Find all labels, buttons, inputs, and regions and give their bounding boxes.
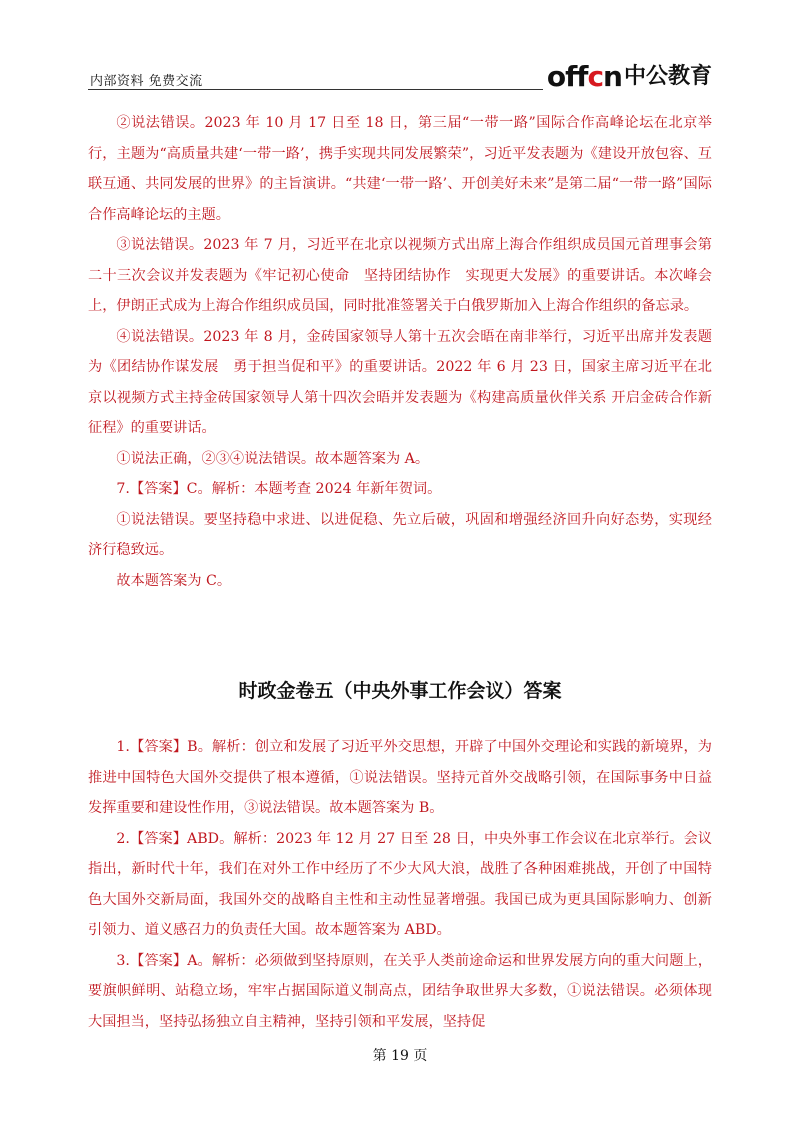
paragraph: ①说法错误。要坚持稳中求进、以进促稳、先立后破，巩固和增强经济回升向好态势，实现经济行稳致远。 [88,511,712,558]
paragraph: ②说法错误。2023 年 10 月 17 日至 18 日，第三届“一带一路”国际合作高峰论坛在北京举行，主题为“高质量共建‘一带一路’，携手实现共同发展繁荣”，习近平发表题为《建设开放包容、互联互通、共同发展的世界》的主旨演讲。“共建‘一带一路’、开创美好未来”是第二届“一带一路”国际合作高峰论坛的主题。 [88,115,712,223]
paragraph: ③说法错误。2023 年 7 月，习近平在北京以视频方式出席上海合作组织成员国元首理事会第二十三次会议并发表题为《牢记初心使命 坚持团结协作 实现更大发展》的重要讲话。本次峰会上，伊朗正式成为上海合作组织成员国，同时批准签署关于白俄罗斯加入上海合作组织的备忘录。 [88,237,712,314]
paragraph: 2.【答案】ABD。解析：2023 年 12 月 27 日至 28 日，中央外事工作会议在北京举行。会议指出，新时代十年，我们在对外工作中经历了不少大风大浪，战胜了各种困难挑战，开创了中国特色大国外交新局面，我国外交的战略自主性和主动性显著增强。我国已成为更具国际影响力、创新引领力、道义感召力的负责任大国。故本题答案为 ABD。 [88,830,712,938]
paragraph: 7.【答案】C。解析：本题考查 2024 年新年贺词。 [116,481,442,497]
paragraph: 1.【答案】B。解析：创立和发展了习近平外交思想，开辟了中国外交理论和实践的新境界，为推进中国特色大国外交提供了根本遵循，①说法错误。坚持元首外交战略引领，在国际事务中日益发挥重要和建设性作用，③说法错误。故本题答案为 B。 [88,739,712,816]
logo-chinese-name: 中公教育 [623,64,712,89]
offcn-logo [547,60,712,92]
paragraph: ④说法错误。2023 年 8 月，金砖国家领导人第十五次会晤在南非举行，习近平出席并发表题为《团结协作谋发展 勇于担当促和平》的重要讲话。2022 年 6 月 23 日，国家主席习近平在北京以视频方式主持金砖国家领导人第十四次会晤并发表题为《构建高质量伙伴关系 开启金砖合作新征程》的重要讲话。 [88,328,712,436]
paragraph: ①说法正确，②③④说法错误。故本题答案为 A。 [116,450,430,467]
header-rule [88,89,543,90]
paragraph: 3.【答案】A。解析：必须做到坚持原则，在关乎人类前途命运和世界发展方向的重大问题上，要旗帜鲜明、站稳立场，牢牢占据国际道义制高点，团结争取世界大多数，①说法错误。必须体现大国担当，坚持弘扬独立自主精神，坚持引领和平发展，坚持促 [88,952,712,1030]
page-number: 第 19 页 [372,1048,428,1064]
header-note: 内部资料 免费交流 [90,74,203,89]
answer-explanations-part1 [88,108,712,596]
page-header [88,60,712,94]
answer-explanations-part2 [88,732,712,1037]
section-title: 时政金卷五（中央外事工作会议）答案 [238,680,562,702]
logo-wordmark: offcn [546,60,622,93]
paragraph: 故本题答案为 C。 [116,572,232,589]
